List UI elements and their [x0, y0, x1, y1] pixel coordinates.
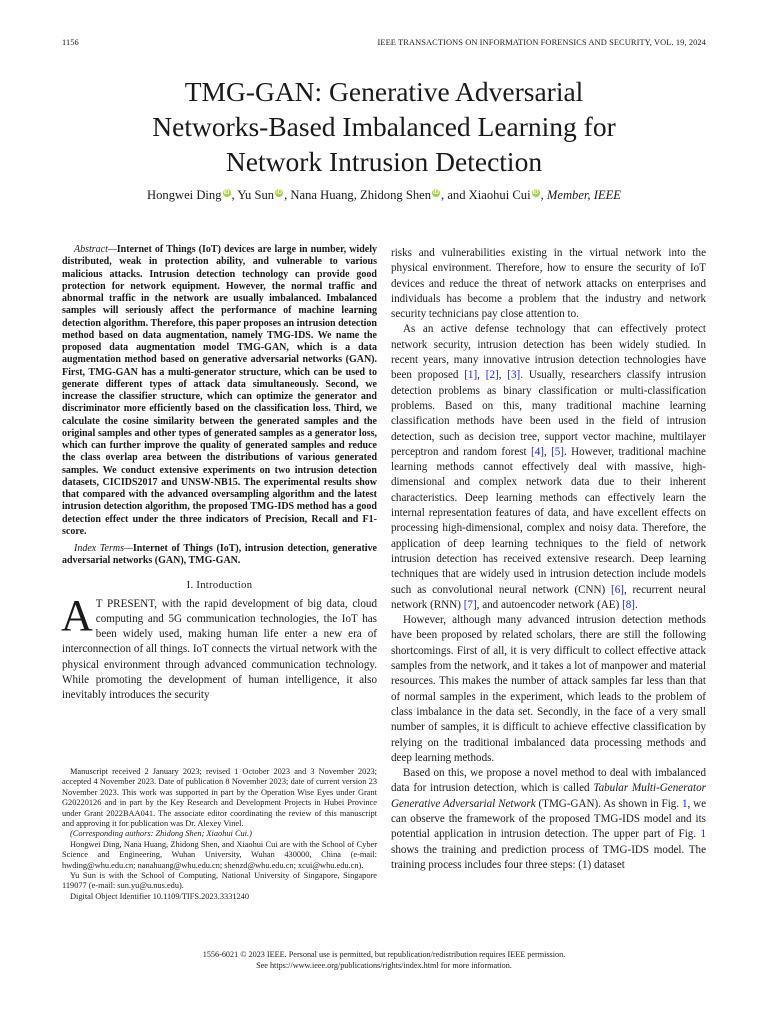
title-line-2: Networks-Based Imbalanced Learning for: [152, 111, 616, 142]
copyright-line-2: See https://www.ieee.org/publications/rights/index.html for more information.: [256, 961, 512, 970]
figure-link[interactable]: 1: [700, 828, 706, 841]
orcid-icon[interactable]: iD: [223, 189, 230, 196]
citation-link[interactable]: [2]: [485, 369, 499, 382]
title-line-1: TMG-GAN: Generative Adversarial: [184, 76, 584, 107]
citation-link[interactable]: [5]: [551, 445, 564, 458]
footnote-manuscript: Manuscript received 2 January 2023; revised 1 October 2023 and 3 November 2023; accepted 4 November 2023. Date of publication 8 November 2023; date of current version 23 November 2023. This work was supported in part by the Operation Wise Eyes under Grant G20220126 and in part by the Key Research and Development Projects in Hubei Province under Grant 2022BAA041. The associate editor coordinating the review of this manuscript and approving it for publication was Dr. Alexey Vinel.: [62, 767, 377, 829]
citation-link[interactable]: [6]: [611, 583, 624, 596]
citation-link[interactable]: [4]: [531, 445, 544, 458]
drop-cap: A: [61, 590, 93, 640]
orcid-icon[interactable]: iD: [532, 189, 539, 196]
author-name: and Xiaohui Cui: [447, 188, 531, 202]
footnote-corresponding: (Corresponding authors: Zhidong Shen; Xiaohui Cui.): [70, 829, 252, 839]
author-list: Hongwei Ding iD , Yu Sun iD , Nana Huang, Zhidong Shen iD , and Xiaohui Cui iD , Member, IEEE: [147, 188, 621, 202]
abstract-text: Internet of Things (IoT) devices are large in number, widely distributed, weak in protection ability, and vulnerable to various malicious attacks. Intrusion detection technology can provide good protection for network equipment. However, the normal traffic and abnormal traffic in the network are usually imbalanced. Imbalanced samples will seriously affect the performance of machine learning detection algorithm. Therefore, this paper proposes an intrusion detection method based on data augmentation, namely TMG-IDS. We name the proposed data augmentation model TMG-GAN, which is a data augmentation method based on generative adversarial networks (GAN). First, TMG-GAN has a multi-generator structure, which can be used to generate different types of attack data simultaneously. Second, we increase the classifier structure, which can optimize the generator and discriminator more efficiently based on the classification loss. Third, we calculate the cosine similarity between the generated samples and the original samples and other types of generated samples as a generator loss, which can further improve the quality of generated samples and reduce the class overlap area between the distributions of various generated samples. We conduct extensive experiments on two intrusion detection datasets, CICIDS2017 and UNSW-NB15. The experimental results show that compared with the advanced oversampling algorithm and the latest intrusion detection algorithm, the proposed TMG-IDS method has a good detection effect under the three indicators of Precision, Recall and F1-score.: [62, 244, 377, 537]
author-membership: Member, IEEE: [546, 188, 621, 202]
author-name: Hongwei Ding: [147, 188, 222, 202]
copyright-line-1: 1556-6021 © 2023 IEEE. Personal use is permitted, but republication/redistribution requires IEEE permission.: [202, 950, 566, 959]
intro-paragraph-1: [61, 590, 377, 704]
right-column: [391, 246, 706, 873]
orcid-icon[interactable]: iD: [276, 189, 283, 196]
section-heading: I. Introduction: [186, 579, 253, 591]
journal-name: IEEE TRANSACTIONS ON INFORMATION FORENSICS AND SECURITY, VOL. 19, 2024: [377, 38, 706, 47]
orcid-icon[interactable]: iD: [433, 189, 440, 196]
running-header: [62, 38, 706, 50]
copyright-notice: [62, 949, 706, 971]
abstract-label: Abstract—: [74, 244, 117, 255]
footnote: [62, 767, 377, 902]
citation-link[interactable]: [8]: [622, 598, 635, 611]
index-terms-label: Index Terms—: [74, 543, 133, 554]
author-name: Yu Sun: [237, 188, 275, 202]
index-terms-text: Internet of Things (IoT), intrusion detection, generative adversarial networks (GAN), TMG-GAN.: [62, 543, 377, 567]
figure-link[interactable]: 1: [681, 797, 688, 810]
page-number: 1156: [62, 38, 79, 47]
author-name: Nana Huang, Zhidong Shen: [290, 188, 432, 202]
intro-paragraph-3: However, although many advanced intrusion detection methods have been proposed by related scholars, there are still the following shortcomings. First of all, it is very difficult to collect effective attack samples from the network, and it takes a lot of manpower and material resources. This makes the number of attack samples far less than that of normal samples in the experiment, which leads to the problem of class imbalance in the data set. Secondly, in the face of a very small number of samples, it is difficult to achieve effective classification by relying on the traditional imbalanced data processing methods and deep learning methods.: [391, 614, 706, 764]
footnote-doi: Digital Object Identifier 10.1109/TIFS.2023.3331240: [70, 891, 250, 901]
intro-paragraph-2: As an active defense technology that can effectively protect network security, intrusion detection has been widely studied. In recent years, many innovative intrusion detection technologies have been proposed [1], [2], [3]. Usually, researchers classify intrusion detection problems as binary classification or multi-classification problems. Based on this, many traditional machine learning classification methods have been used in the field of intrusion detection, such as decision tree, support vector machine, multilayer perceptron and random forest [4], [5]. However, traditional machine learning methods cannot effectively deal with massive, high-dimensional and complex network data due to their inherent characteristics. Deep learning methods can effectively learn the internal representation features of data, and have excellent effects on processing high-dimensional, complex and noisy data. Therefore, the application of deep learning techniques to the field of network intrusion detection has received extensive research. Deep learning techniques that are widely used in intrusion detection include models such as convolutional neural network (CNN) [6], recurrent neural network (RNN) [7], and autoencoder network (AE) [8].: [391, 323, 707, 611]
index-terms: [62, 543, 377, 568]
citation-link[interactable]: [1]: [464, 369, 478, 382]
paper-title: [62, 74, 706, 179]
intro-paragraph-4: Based on this, we propose a novel method to deal with imbalanced data for intrusion detection, which is called Tabular Multi-Generator Generative Adversarial Network (TMG-GAN). As shown in Fig. 1, we can observe the framework of the proposed TMG-IDS model and its potential application in intrusion detection. The upper part of Fig. 1 shows the training and prediction process of TMG-IDS model. The training process includes four three steps: (1) dataset: [391, 767, 706, 871]
title-line-3: Network Intrusion Detection: [225, 146, 543, 177]
left-column: [62, 244, 377, 704]
footnote-affiliation-1: Hongwei Ding, Nana Huang, Zhidong Shen, and Xiaohui Cui are with the School of Cyber Science and Engineering, Wuhan University, Wuhan 430000, China (e-mail: hwding@whu.edu.cn; nanahuang@whu.edu.cn; shenzd@whu.edu.cn; xcui@whu.edu.cn).: [62, 839, 377, 870]
footnote-affiliation-2: Yu Sun is with the School of Computing, National University of Singapore, Singapore 119077 (e-mail: sun.yu@u.nus.edu).: [62, 871, 377, 891]
method-name: Tabular Multi-Generator Generative Adversarial Network: [391, 782, 706, 810]
paragraph-text: T PRESENT, with the rapid development of big data, cloud computing and 5G communication technologies, the IoT has been widely used, making human life enter a new era of interconnection of all things. IoT connects the virtual network with the physical environment through advanced communication technology. While promoting the development of human intelligence, it also inevitably introduces the security: [62, 597, 377, 702]
citation-link[interactable]: [3]: [507, 369, 521, 382]
citation-link[interactable]: [7]: [463, 598, 477, 611]
intro-paragraph-1-continued: risks and vulnerabilities existing in the virtual network into the physical environment. Therefore, how to ensure the security of IoT devices and reduce the threat of network attacks on enterprises and individuals has become a problem that the industry and network security technicians pay close attention to.: [391, 247, 706, 321]
abstract: [62, 244, 377, 538]
